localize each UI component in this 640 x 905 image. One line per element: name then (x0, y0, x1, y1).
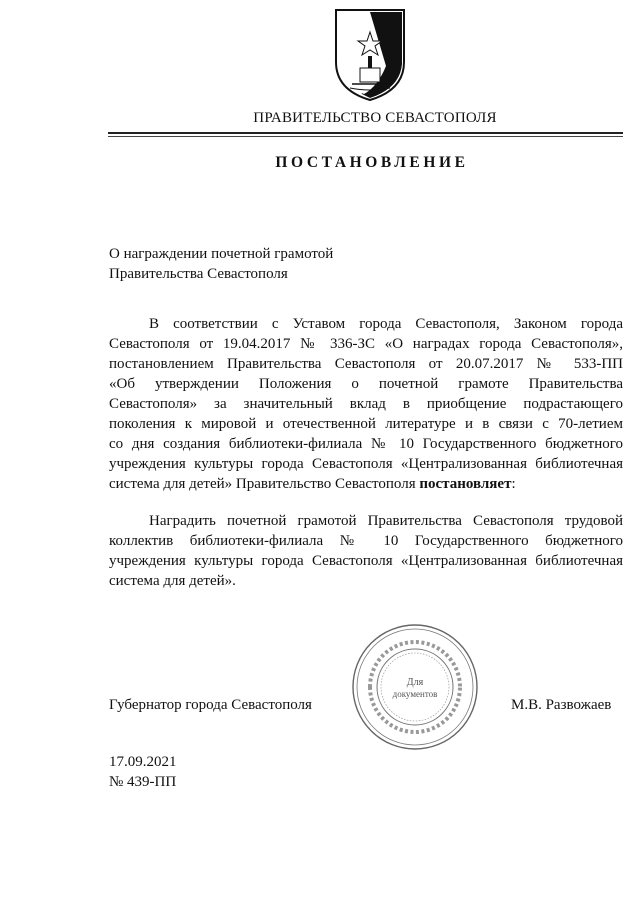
stamp-center-text-1: Для (406, 677, 424, 688)
preamble-line: со дня создания библиотеки-филиала № 10 Государственного бюджетного (109, 436, 623, 452)
header-rule (108, 132, 623, 134)
preamble-line: «Об утверждении Положения о почетной грамоте Правительства (109, 376, 623, 392)
resolves-word: постановляет (419, 476, 512, 492)
signatory-name: М.В. Развожаев (511, 697, 612, 713)
preamble-line: учреждения культуры города Севастополя «Централизованная библиотечная (109, 456, 623, 472)
document-subject (109, 244, 333, 284)
preamble-line: В соответствии с Уставом города Севастополя, Законом города (149, 316, 623, 332)
preamble-paragraph (109, 314, 623, 494)
sevastopol-coat-of-arms-icon (330, 6, 410, 102)
resolution-line: коллектив библиотеки-филиала № 10 Государственного бюджетного (109, 533, 623, 549)
preamble-line: Севастополя» за значительный вклад в приобщение подрастающего (109, 396, 623, 412)
preamble-line-last: система для детей» Правительство Севастополя постановляет: (109, 476, 516, 492)
resolution-line: учреждения культуры города Севастополя «Централизованная библиотечная (109, 553, 623, 569)
stamp-center-text-2: документов (392, 689, 438, 699)
document-footer (109, 752, 177, 792)
document-date: 17.09.2021 (109, 754, 177, 770)
header-rule-thin (108, 136, 623, 137)
document-type: ПОСТАНОВЛЕНИЕ (275, 154, 469, 171)
resolution-line: система для детей». (109, 573, 236, 589)
subject-line-1: О награждении почетной грамотой (109, 246, 334, 262)
resolution-paragraph (109, 511, 623, 591)
document-number: № 439-ПП (109, 774, 177, 790)
signatory-position: Губернатор города Севастополя (109, 697, 312, 713)
preamble-line: поколения к мировой и отечественной литературе и в связи с 70-летием (109, 416, 623, 432)
organization-name: ПРАВИТЕЛЬСТВО СЕВАСТОПОЛЯ (253, 110, 497, 126)
preamble-line: Севастополя от 19.04.2017 № 336-ЗС «О наградах города Севастополя», (109, 336, 623, 352)
official-seal-stamp (350, 622, 480, 752)
resolution-line: Наградить почетной грамотой Правительства Севастополя трудовой (149, 513, 623, 529)
preamble-line: постановлением Правительства Севастополя от 20.07.2017 № 533-ПП (109, 356, 623, 372)
subject-line-2: Правительства Севастополя (109, 266, 288, 282)
